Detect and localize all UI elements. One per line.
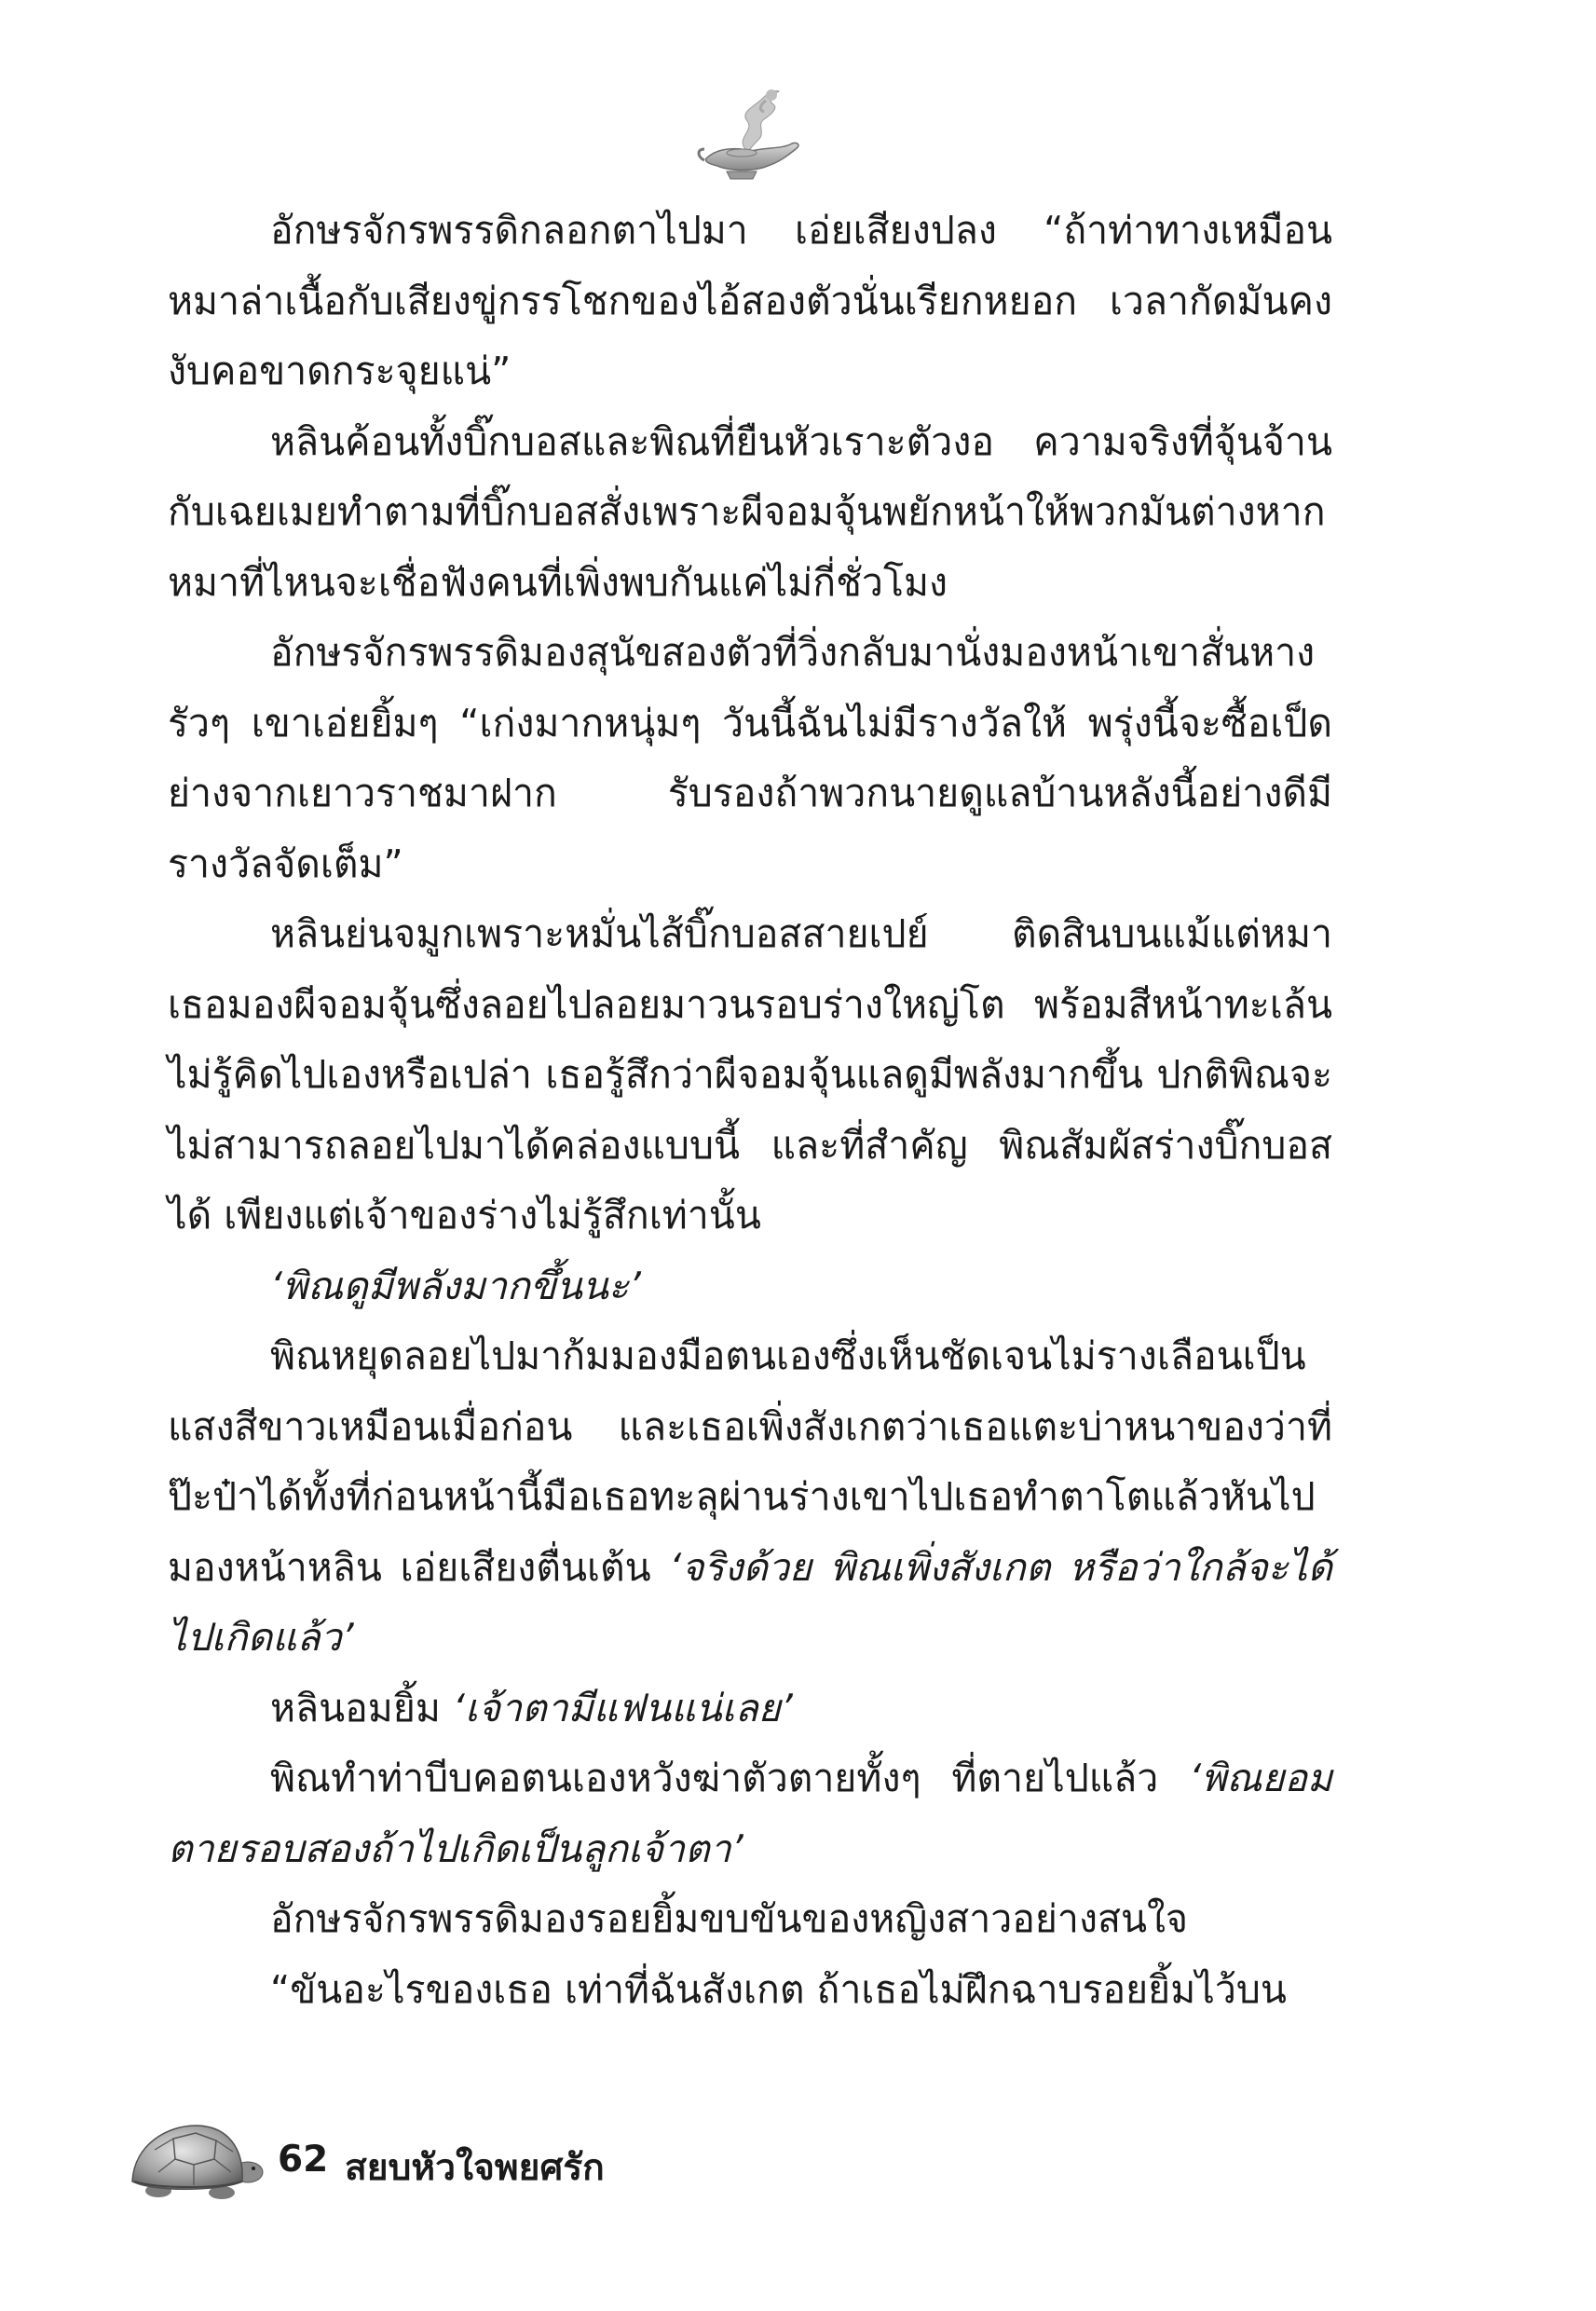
paragraph: “ขันอะไรของเธอ เท่าที่ฉันสังเกต ถ้าเธอไม่ฝึกฉาบรอยยิ้มไว้บน	[270, 1966, 1287, 2012]
paragraph: อักษรจักรพรรดิมองสุนัขสองตัวที่วิ่งกลับมานั่งมองหน้าเขาสั่นหางรัวๆ เขาเอ่ยยิ้มๆ “เก่งมากหนุ่มๆ วันนี้ฉันไม่มีรางวัลให้ พรุ่งนี้จะซื้อเป็ดย่างจากเยาวราชมาฝาก รับรองถ้าพวกนายดูแลบ้านหลังนี้อย่างดีมีรางวัลจัดเต็ม”	[168, 630, 1332, 886]
paragraph: อักษรจักรพรรดิมองรอยยิ้มขบขันของหญิงสาวอย่างสนใจ	[270, 1896, 1189, 1941]
page-number: 62	[278, 2139, 329, 2181]
paragraph: หลินอมยิ้ม ‘เจ้าตามีแฟนแน่เลย’	[270, 1685, 793, 1730]
paragraph: พิณทำท่าบีบคอตนเองหวังฆ่าตัวตายทั้งๆ ที่ตายไปแล้ว ‘พิณยอมตายรอบสองถ้าไปเกิดเป็นลูกเจ้าตา’	[168, 1756, 1332, 1871]
paragraph: อักษรจักรพรรดิกลอกตาไปมา เอ่ยเสียงปลง “ถ้าท่าทางเหมือนหมาล่าเนื้อกับเสียงขู่กรรโชกของไอ้สองตัวนั่นเรียกหยอก เวลากัดมันคงงับคอขาดกระจุยแน่”	[168, 208, 1332, 393]
book-title: สยบหัวใจพยศรัก	[345, 2147, 605, 2189]
paragraph: ‘พิณดูมีพลังมากขึ้นนะ’	[270, 1263, 641, 1308]
genie-lamp-icon	[689, 82, 811, 185]
paragraph: หลินค้อนทั้งบิ๊กบอสและพิณที่ยืนหัวเราะตัวงอ ความจริงที่จุ้นจ้านกับเฉยเมยทำตามที่บิ๊กบอสสั่งเพราะผีจอมจุ้นพยักหน้าให้พวกมันต่างหาก หมาที่ไหนจะเชื่อฟังคนที่เพิ่งพบกันแค่ไม่กี่ชั่วโมง	[168, 418, 1332, 605]
page-footer	[121, 2111, 773, 2213]
paragraph: หลินย่นจมูกเพราะหมั่นไส้บิ๊กบอสสายเปย์ ติดสินบนแม้แต่หมา เธอมองผีจอมจุ้นซึ่งลอยไปลอยมาวนรอบร่างใหญ่โต พร้อมสีหน้าทะเล้น ไม่รู้คิดไปเองหรือเปล่า เธอรู้สึกว่าผีจอมจุ้นแลดูมีพลังมากขึ้น ปกติพิณจะไม่สามารถลอยไปมาได้คล่องแบบนี้ และที่สำคัญ พิณสัมผัสร่างบิ๊กบอสได้ เพียงแต่เจ้าของร่างไม่รู้สึกเท่านั้น	[168, 911, 1332, 1238]
paragraph: พิณหยุดลอยไปมาก้มมองมือตนเองซึ่งเห็นชัดเจนไม่รางเลือนเป็นแสงสีขาวเหมือนเมื่อก่อน และเธอเพิ่งสังเกตว่าเธอแตะบ่าหนาของว่าที่ป๊ะป๋าได้ทั้งที่ก่อนหน้านี้มือเธอทะลุผ่านร่างเขาไปเธอทำตาโตแล้วหันไปมองหน้าหลิน เอ่ยเสียงตื่นเต้น ‘จริงด้วย พิณเพิ่งสังเกต หรือว่าใกล้จะได้ไปเกิดแล้ว’	[168, 1333, 1332, 1660]
turtle-icon	[121, 2111, 270, 2204]
body-text	[168, 196, 1332, 2025]
